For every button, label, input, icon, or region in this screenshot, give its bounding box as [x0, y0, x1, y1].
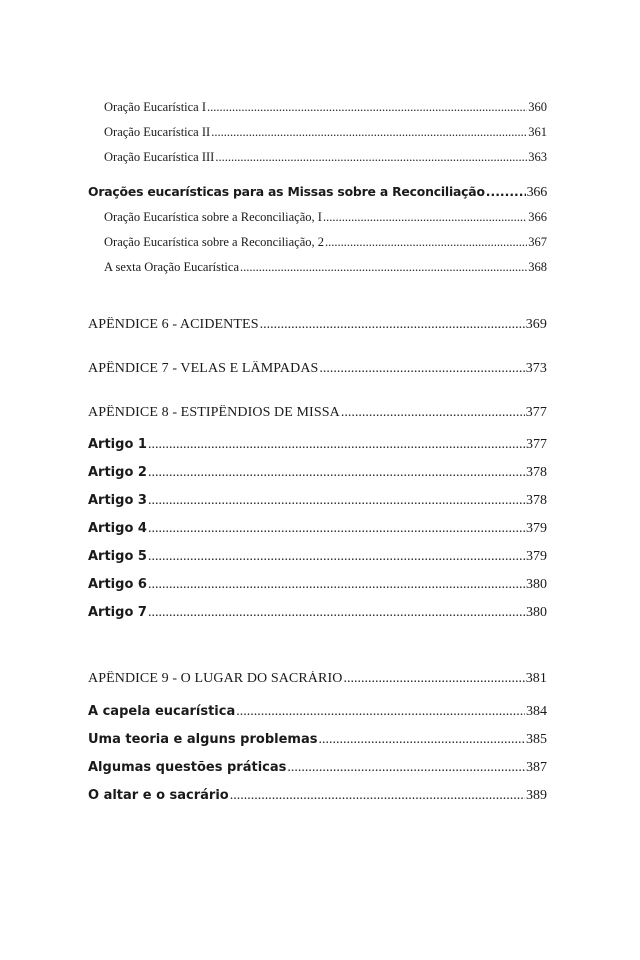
- dot-leader: [148, 577, 525, 593]
- dot-leader: [319, 361, 524, 377]
- toc-article-3[interactable]: [88, 493, 547, 509]
- dot-leader: [287, 760, 525, 776]
- toc-appendix-label: APÊNDICE 9 - O LUGAR DO SACRÁRIO: [88, 671, 343, 686]
- toc-article-page: 378: [526, 465, 547, 480]
- toc-appendix-page: 377: [525, 405, 547, 420]
- toc-entry-reconciliacao-1[interactable]: [104, 210, 547, 225]
- toc-entry-page: 368: [528, 260, 547, 274]
- dot-leader: [260, 317, 525, 333]
- toc-appendix-7[interactable]: [88, 361, 547, 377]
- toc-entry-page: 387: [526, 760, 547, 775]
- toc-article-4[interactable]: [88, 521, 547, 537]
- toc-entry-oracao-eucaristica-1[interactable]: [104, 100, 547, 115]
- toc-article-label: Artigo 4: [88, 521, 147, 536]
- dot-leader: [230, 788, 525, 804]
- toc-entry-label: Oração Eucarística I: [104, 100, 207, 114]
- dot-leader: [215, 150, 527, 165]
- dot-leader: [240, 260, 527, 275]
- toc-entry-sexta-oracao[interactable]: [104, 260, 547, 275]
- toc-article-page: 377: [526, 437, 547, 452]
- toc-entry-altar-sacrario[interactable]: [88, 788, 547, 804]
- dot-leader: [148, 493, 525, 509]
- toc-entry-page: 367: [528, 235, 547, 249]
- toc-article-label: Artigo 6: [88, 577, 147, 592]
- toc-article-6[interactable]: [88, 577, 547, 593]
- toc-article-2[interactable]: [88, 465, 547, 481]
- toc-entry-page: 360: [528, 100, 547, 114]
- toc-article-page: 380: [526, 605, 547, 620]
- toc-entry-oracao-eucaristica-2[interactable]: [104, 125, 547, 140]
- toc-entry-page: 361: [528, 125, 547, 139]
- dot-leader: [148, 549, 525, 565]
- toc-entry-page: 384: [526, 704, 547, 719]
- toc-entry-label: Oração Eucarística II: [104, 125, 211, 139]
- toc-appendix-8[interactable]: [88, 405, 547, 421]
- toc-entry-questoes-praticas[interactable]: [88, 760, 547, 776]
- dot-leader: [343, 671, 524, 687]
- toc-entry-oracao-eucaristica-3[interactable]: [104, 150, 547, 165]
- toc-entry-page: 385: [526, 732, 547, 747]
- toc-appendix-label: APÊNDICE 6 - ACIDENTES: [88, 317, 259, 332]
- toc-article-label: Artigo 1: [88, 437, 147, 452]
- toc-entry-label: Uma teoria e alguns problemas: [88, 732, 318, 747]
- dot-leader: [486, 184, 526, 199]
- toc-article-label: Artigo 5: [88, 549, 147, 564]
- toc-section-reconciliation[interactable]: [88, 184, 547, 201]
- dot-leader: [341, 405, 525, 421]
- dot-leader: [148, 465, 525, 481]
- toc-appendix-label: APÊNDICE 8 - ESTIPÊNDIOS DE MISSA: [88, 405, 340, 420]
- dot-leader: [148, 605, 525, 621]
- dot-leader: [318, 732, 525, 748]
- dot-leader: [325, 235, 527, 250]
- toc-article-page: 378: [526, 493, 547, 508]
- dot-leader: [323, 210, 527, 225]
- toc-entry-label: Oração Eucarística sobre a Reconciliação, 2: [104, 235, 325, 249]
- toc-article-page: 379: [526, 549, 547, 564]
- dot-leader: [236, 704, 525, 720]
- toc-section-label: Orações eucarísticas para as Missas sobre a Reconciliação: [88, 184, 485, 199]
- toc-entry-page: 363: [528, 150, 547, 164]
- toc-appendix-6[interactable]: [88, 317, 547, 333]
- toc-article-page: 379: [526, 521, 547, 536]
- toc-entry-page: 366: [528, 210, 547, 224]
- toc-entry-teoria-problemas[interactable]: [88, 732, 547, 748]
- toc-entry-label: A capela eucarística: [88, 704, 236, 719]
- dot-leader: [207, 100, 527, 115]
- toc-article-page: 380: [526, 577, 547, 592]
- toc-article-label: Artigo 2: [88, 465, 147, 480]
- toc-article-1[interactable]: [88, 437, 547, 453]
- toc-entry-label: A sexta Oração Eucarística: [104, 260, 240, 274]
- toc-article-7[interactable]: [88, 605, 547, 621]
- toc-appendix-page: 381: [525, 671, 547, 686]
- toc-entry-page: 389: [526, 788, 547, 803]
- toc-appendix-label: APÊNDICE 7 - VELAS E LÂMPADAS: [88, 361, 319, 376]
- toc-entry-capela-eucaristica[interactable]: [88, 704, 547, 720]
- toc-article-label: Artigo 3: [88, 493, 147, 508]
- dot-leader: [211, 125, 527, 140]
- toc-appendix-9[interactable]: [88, 671, 547, 687]
- dot-leader: [148, 437, 525, 453]
- dot-leader: [148, 521, 525, 537]
- toc-appendix-page: 373: [525, 361, 547, 376]
- toc-section-page: 366: [526, 185, 547, 200]
- toc-entry-label: O altar e o sacrário: [88, 788, 229, 803]
- toc-article-label: Artigo 7: [88, 605, 147, 620]
- toc-entry-reconciliacao-2[interactable]: [104, 235, 547, 250]
- toc-entry-label: Algumas questões práticas: [88, 760, 287, 775]
- toc-article-5[interactable]: [88, 549, 547, 565]
- toc-entry-label: Oração Eucarística III: [104, 150, 215, 164]
- toc-appendix-page: 369: [525, 317, 547, 332]
- toc-entry-label: Oração Eucarística sobre a Reconciliação, I: [104, 210, 322, 224]
